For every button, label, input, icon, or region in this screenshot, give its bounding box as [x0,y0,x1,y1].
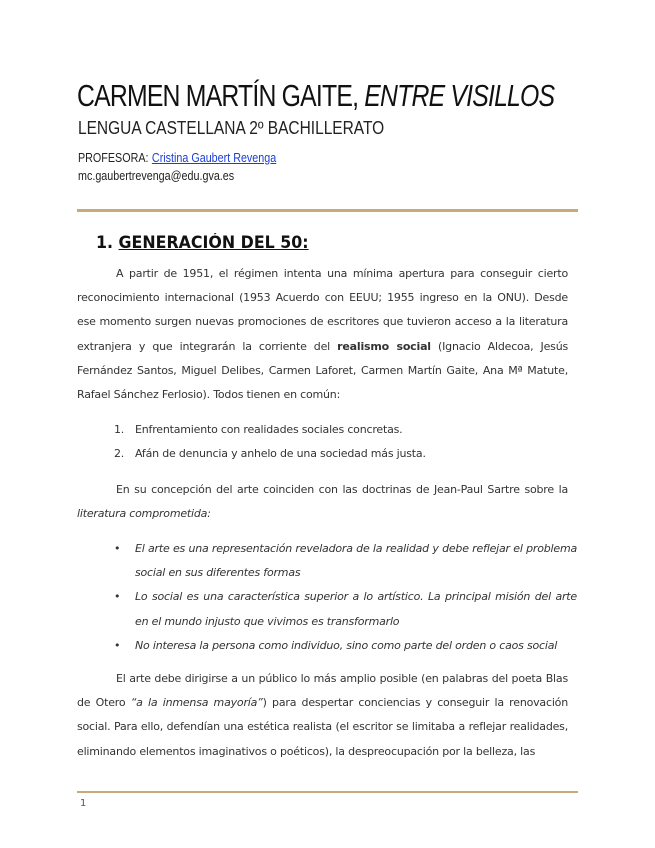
bullet-item-text: No interesa la persona como individuo, sino como parte del orden o caos social [135,638,558,652]
teacher-email: mc.gaubertrevenga@edu.gva.es [78,169,235,183]
section-number: 1. [96,233,119,252]
list-item-text: Afán de denuncia y anhelo de una sociedad más justa. [135,447,426,461]
teacher-name-link[interactable]: Cristina Gaubert Revenga [151,151,277,165]
teacher-line [78,150,276,167]
paragraph-intro-text: A partir de 1951, el régimen intenta una mínima apertura para conseguir cierto reconocimiento internacional (1953 Acuerdo con EEUU; 1955 ingreso en la ONU). Desde ese momento surgen nuevas promociones de escritores que tuvieron acceso a la literatura extranjera y que integrarán la corriente del [77,267,568,353]
paragraph-sartre-text: En su concepción del arte coinciden con las doctrinas de Jean-Paul Sartre sobre la [116,483,568,496]
list-item-text: Enfrentamiento con realidades sociales concretas. [135,423,403,436]
paragraph-public-continuation: ) para despertar conciencias y conseguir la renovación social. Para ello, defendían una estética realista (el escritor se limitaba a reflejar realidades, eliminando elementos imaginativos o poéticos), la despreocupación por la belleza, las [77,696,568,758]
bullet-item-text: El arte es una representación reveladora de la realidad y debe reflejar el problema social en sus diferentes formas [135,542,577,580]
header-divider [77,209,578,212]
course-subtitle: LENGUA CASTELLANA 2º BACHILLERATO [78,118,385,138]
section-heading [96,231,309,255]
bullet-item [114,585,577,633]
bullet-list [114,537,577,658]
teacher-label: PROFESORA: [78,151,149,165]
paragraph-public [77,667,568,764]
list-item-number: 1. [114,423,125,436]
numbered-list [114,418,426,466]
section-title: GENERACIÓN DEL 50: [118,233,309,252]
list-item [114,442,426,466]
paragraph-public-text: El arte debe dirigirse a un público lo más amplio posible (en palabras del poeta Blas de Otero [77,672,568,710]
bullet-item [114,634,577,658]
paragraph-intro-authors: (Ignacio Aldecoa, Jesús Fernández Santos, Miguel Delibes, Carmen Laforet, Carmen Martín Gaite, Ana Mª Matute, Rafael Sánchez Ferlosio). Todos tienen en común: [77,339,569,402]
paragraph-intro [77,262,568,407]
list-item [114,418,426,442]
bullet-item [114,537,577,585]
list-item-number: 2. [114,447,125,461]
blas-de-otero-quote: “a la inmensa mayoría” [130,696,263,710]
paragraph-sartre [77,478,568,526]
bullet-marker: • [114,638,121,652]
literatura-comprometida-term: literatura comprometida: [77,507,211,521]
bullet-item-text: Lo social es una característica superior a lo artístico. La principal misión del arte en el mundo injusto que vivimos es transformarlo [135,590,577,628]
bullet-marker: • [114,590,121,604]
title-work: ENTRE VISILLOS [364,78,555,113]
realismo-social-term: realismo social [337,339,431,353]
footer-divider [77,791,578,793]
page-number: 1 [80,798,87,809]
title-author: CARMEN MARTÍN GAITE, [77,78,365,113]
bullet-marker: • [114,542,121,555]
document-title [77,76,554,116]
